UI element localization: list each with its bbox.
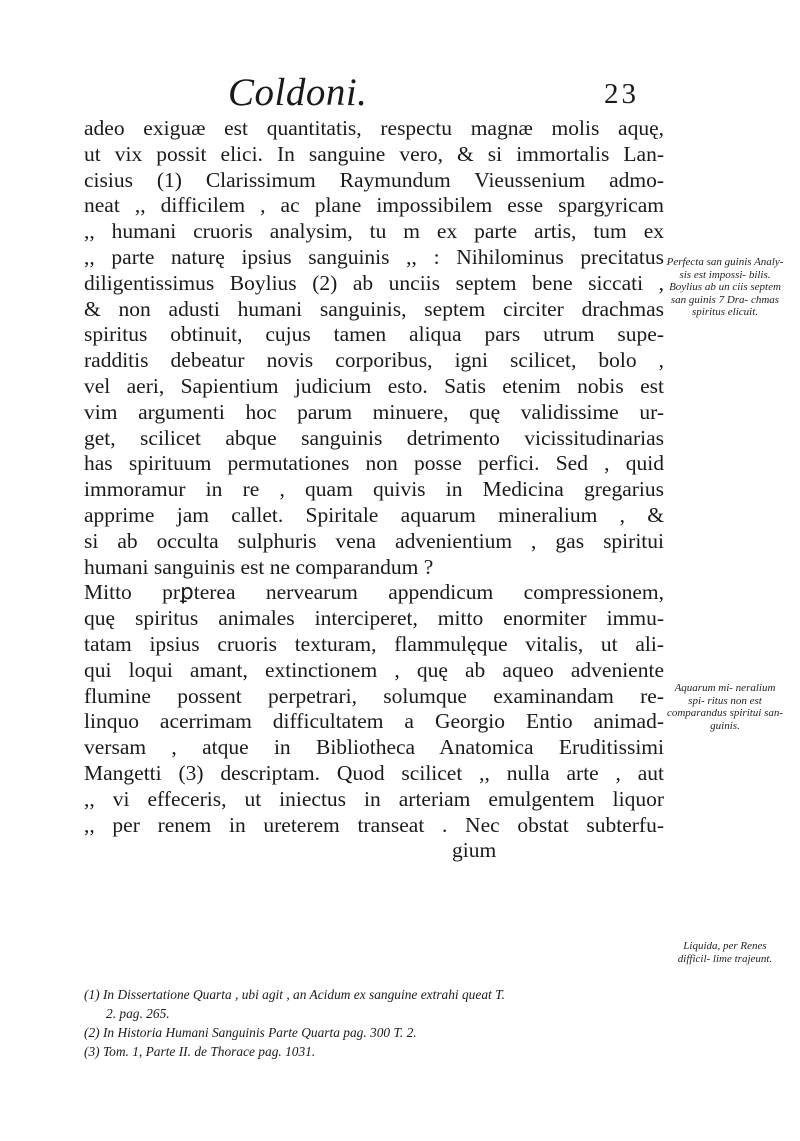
text-line: ,, parte naturę ipsius sanguinis ,, : Nihilominus precitatus	[84, 244, 664, 269]
footnote-continuation: 2. pag. 265.	[106, 1006, 170, 1021]
text-line: versam , atque in Bibliotheca Anatomica Eruditissimi	[84, 735, 664, 760]
text-line: & non adusti humani sanguinis, septem circiter drachmas	[84, 296, 664, 321]
text-line: diligentissimus Boylius (2) ab unciis septem bene siccati ,	[84, 270, 664, 295]
text-line: has spirituum permutationes non posse perfici. Sed , quid	[84, 451, 664, 476]
footnote: (1) In Dissertatione Quarta , ubi agit , an Acidum ex sanguine extrahi queat T.	[84, 987, 505, 1002]
text-line: neat ,, difficilem , ac plane impossibilem esse spargyricam	[84, 193, 664, 218]
main-text-block	[84, 116, 664, 864]
margin-note: Aquarum mi- neralium spi- ritus non est comparandus spiritui san- guinis.	[666, 682, 784, 732]
text-line: immoramur in re , quam quivis in Medicina gregarius	[84, 477, 664, 502]
text-line: ,, per renem in ureterem transeat . Nec obstat subterfu-	[84, 812, 664, 837]
text-line: spiritus obtinuit, cujus tamen aliqua pars utrum supe-	[84, 322, 664, 347]
text-line: quę spiritus animales interciperet, mitto enormiter immu-	[84, 606, 664, 631]
footnote: (2) In Historia Humani Sanguinis Parte Quarta pag. 300 T. 2.	[84, 1025, 417, 1040]
text-line: adeo exiguæ est quantitatis, respectu magnæ molis aquę,	[84, 116, 664, 140]
text-line: Mitto prꝑterea nervearum appendicum compressionem,	[84, 580, 664, 605]
text-line: vel aeri, Sapientium judicium esto. Satis etenim nobis est	[84, 373, 664, 398]
text-line: humani sanguinis est ne comparandum ?	[84, 554, 434, 579]
text-line: apprime jam callet. Spiritale aquarum mineralium , &	[84, 502, 664, 527]
page-number: 23	[604, 78, 639, 110]
running-title: Coldoni.	[228, 71, 368, 114]
text-line: si ab occulta sulphuris vena advenientium , gas spiritui	[84, 528, 664, 553]
text-line: flumine possent perpetrari, solumque examinandam re-	[84, 683, 664, 708]
page-header	[0, 68, 800, 112]
text-line: Mangetti (3) descriptam. Quod scilicet ,, nulla arte , aut	[84, 760, 664, 785]
text-line: tatam ipsius cruoris texturam, flammulęque vitalis, ut ali-	[84, 631, 664, 656]
text-line: cisius (1) Clarissimum Raymundum Vieussenium admo-	[84, 167, 664, 192]
text-line: vim argumenti hoc parum minuere, quę validissime ur-	[84, 399, 664, 424]
margin-note: Perfecta san guinis Analy- sis est impossi- bilis.	[666, 256, 784, 281]
text-line: qui loqui amant, extinctionem , quę ab aqueo adveniente	[84, 657, 664, 682]
margin-note: Boylius ab un ciis septem san guinis 7 Dra- chmas spiritus elicuit.	[669, 281, 781, 319]
margin-note: Liquida, per Renes difficil- lime trajeunt.	[677, 940, 773, 965]
text-line: ,, humani cruoris analysim, tu m ex parte artis, tum ex	[84, 219, 664, 244]
text-line: ut vix possit elici. In sanguine vero, & si immortalis Lan-	[84, 141, 664, 166]
text-line: get, scilicet abque sanguinis detrimento vicissitudinarias	[84, 425, 664, 450]
text-line: radditis debeatur novis corporibus, igni scilicet, bolo ,	[84, 348, 664, 373]
footnotes	[84, 985, 684, 1061]
catchword: gium	[452, 838, 497, 863]
text-line: ,, vi effeceris, ut iniectus in arteriam emulgentem liquor	[84, 786, 664, 811]
text-line: linquo acerrimam difficultatem a Georgio Entio animad-	[84, 709, 664, 734]
footnote: (3) Tom. 1, Parte II. de Thorace pag. 1031.	[84, 1044, 316, 1059]
